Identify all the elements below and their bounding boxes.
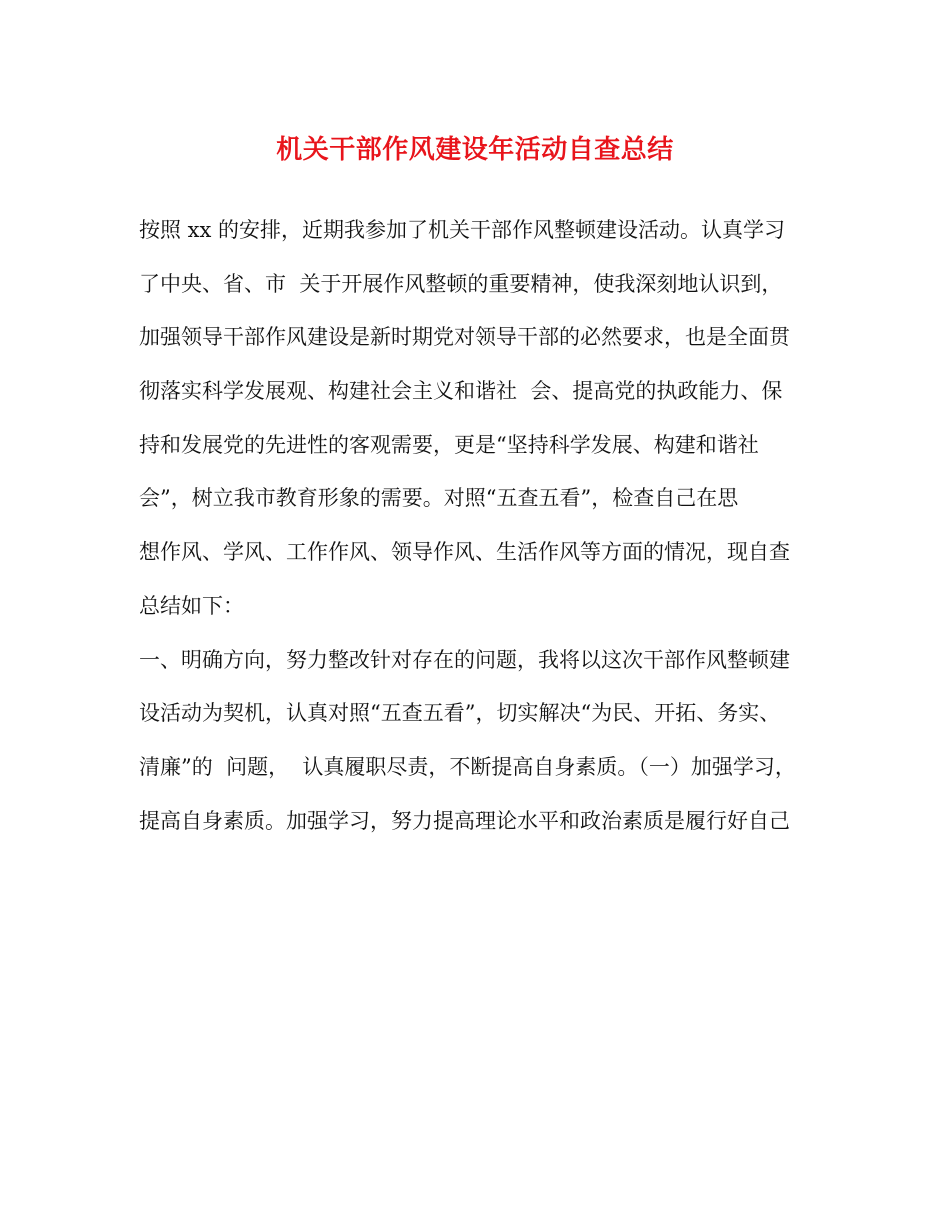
body-line: 彻落实科学发展观、构建社会主义和谐社 会、提高党的执政能力、保: [139, 379, 783, 404]
document-body: [139, 215, 839, 859]
body-line: 提高自身素质。加强学习，努力提高理论水平和政治素质是履行好自己: [139, 808, 790, 833]
body-line: 总结如下：: [139, 593, 244, 618]
body-line: 持和发展党的先进性的客观需要，更是“坚持科学发展、构建和谐社: [139, 432, 759, 457]
body-line: 加强领导干部作风建设是新时期党对领导干部的必然要求，也是全面贯: [139, 325, 790, 350]
body-line: 设活动为契机，认真对照“五查五看”，切实解决“为民、开拓、务实、: [139, 701, 781, 726]
document-title: 机关干部作风建设年活动自查总结: [276, 135, 674, 165]
body-line: 清廉”的 问题， 认真履职尽责，不断提高自身素质。（一）加强学习，: [139, 754, 796, 779]
body-line: 会”，树立我市教育形象的需要。对照“五查五看”，检查自己在思: [139, 486, 739, 511]
body-line: 想作风、学风、工作作风、领导作风、生活作风等方面的情况，现自查: [139, 540, 790, 565]
body-line: 一、明确方向，努力整改针对存在的问题，我将以这次干部作风整顿建: [139, 647, 790, 672]
body-line: 了中央、省、市 关于开展作风整顿的重要精神，使我深刻地认识到，: [139, 271, 783, 296]
body-line: 按照 xx 的安排，近期我参加了机关干部作风整顿建设活动。认真学习: [139, 218, 786, 242]
